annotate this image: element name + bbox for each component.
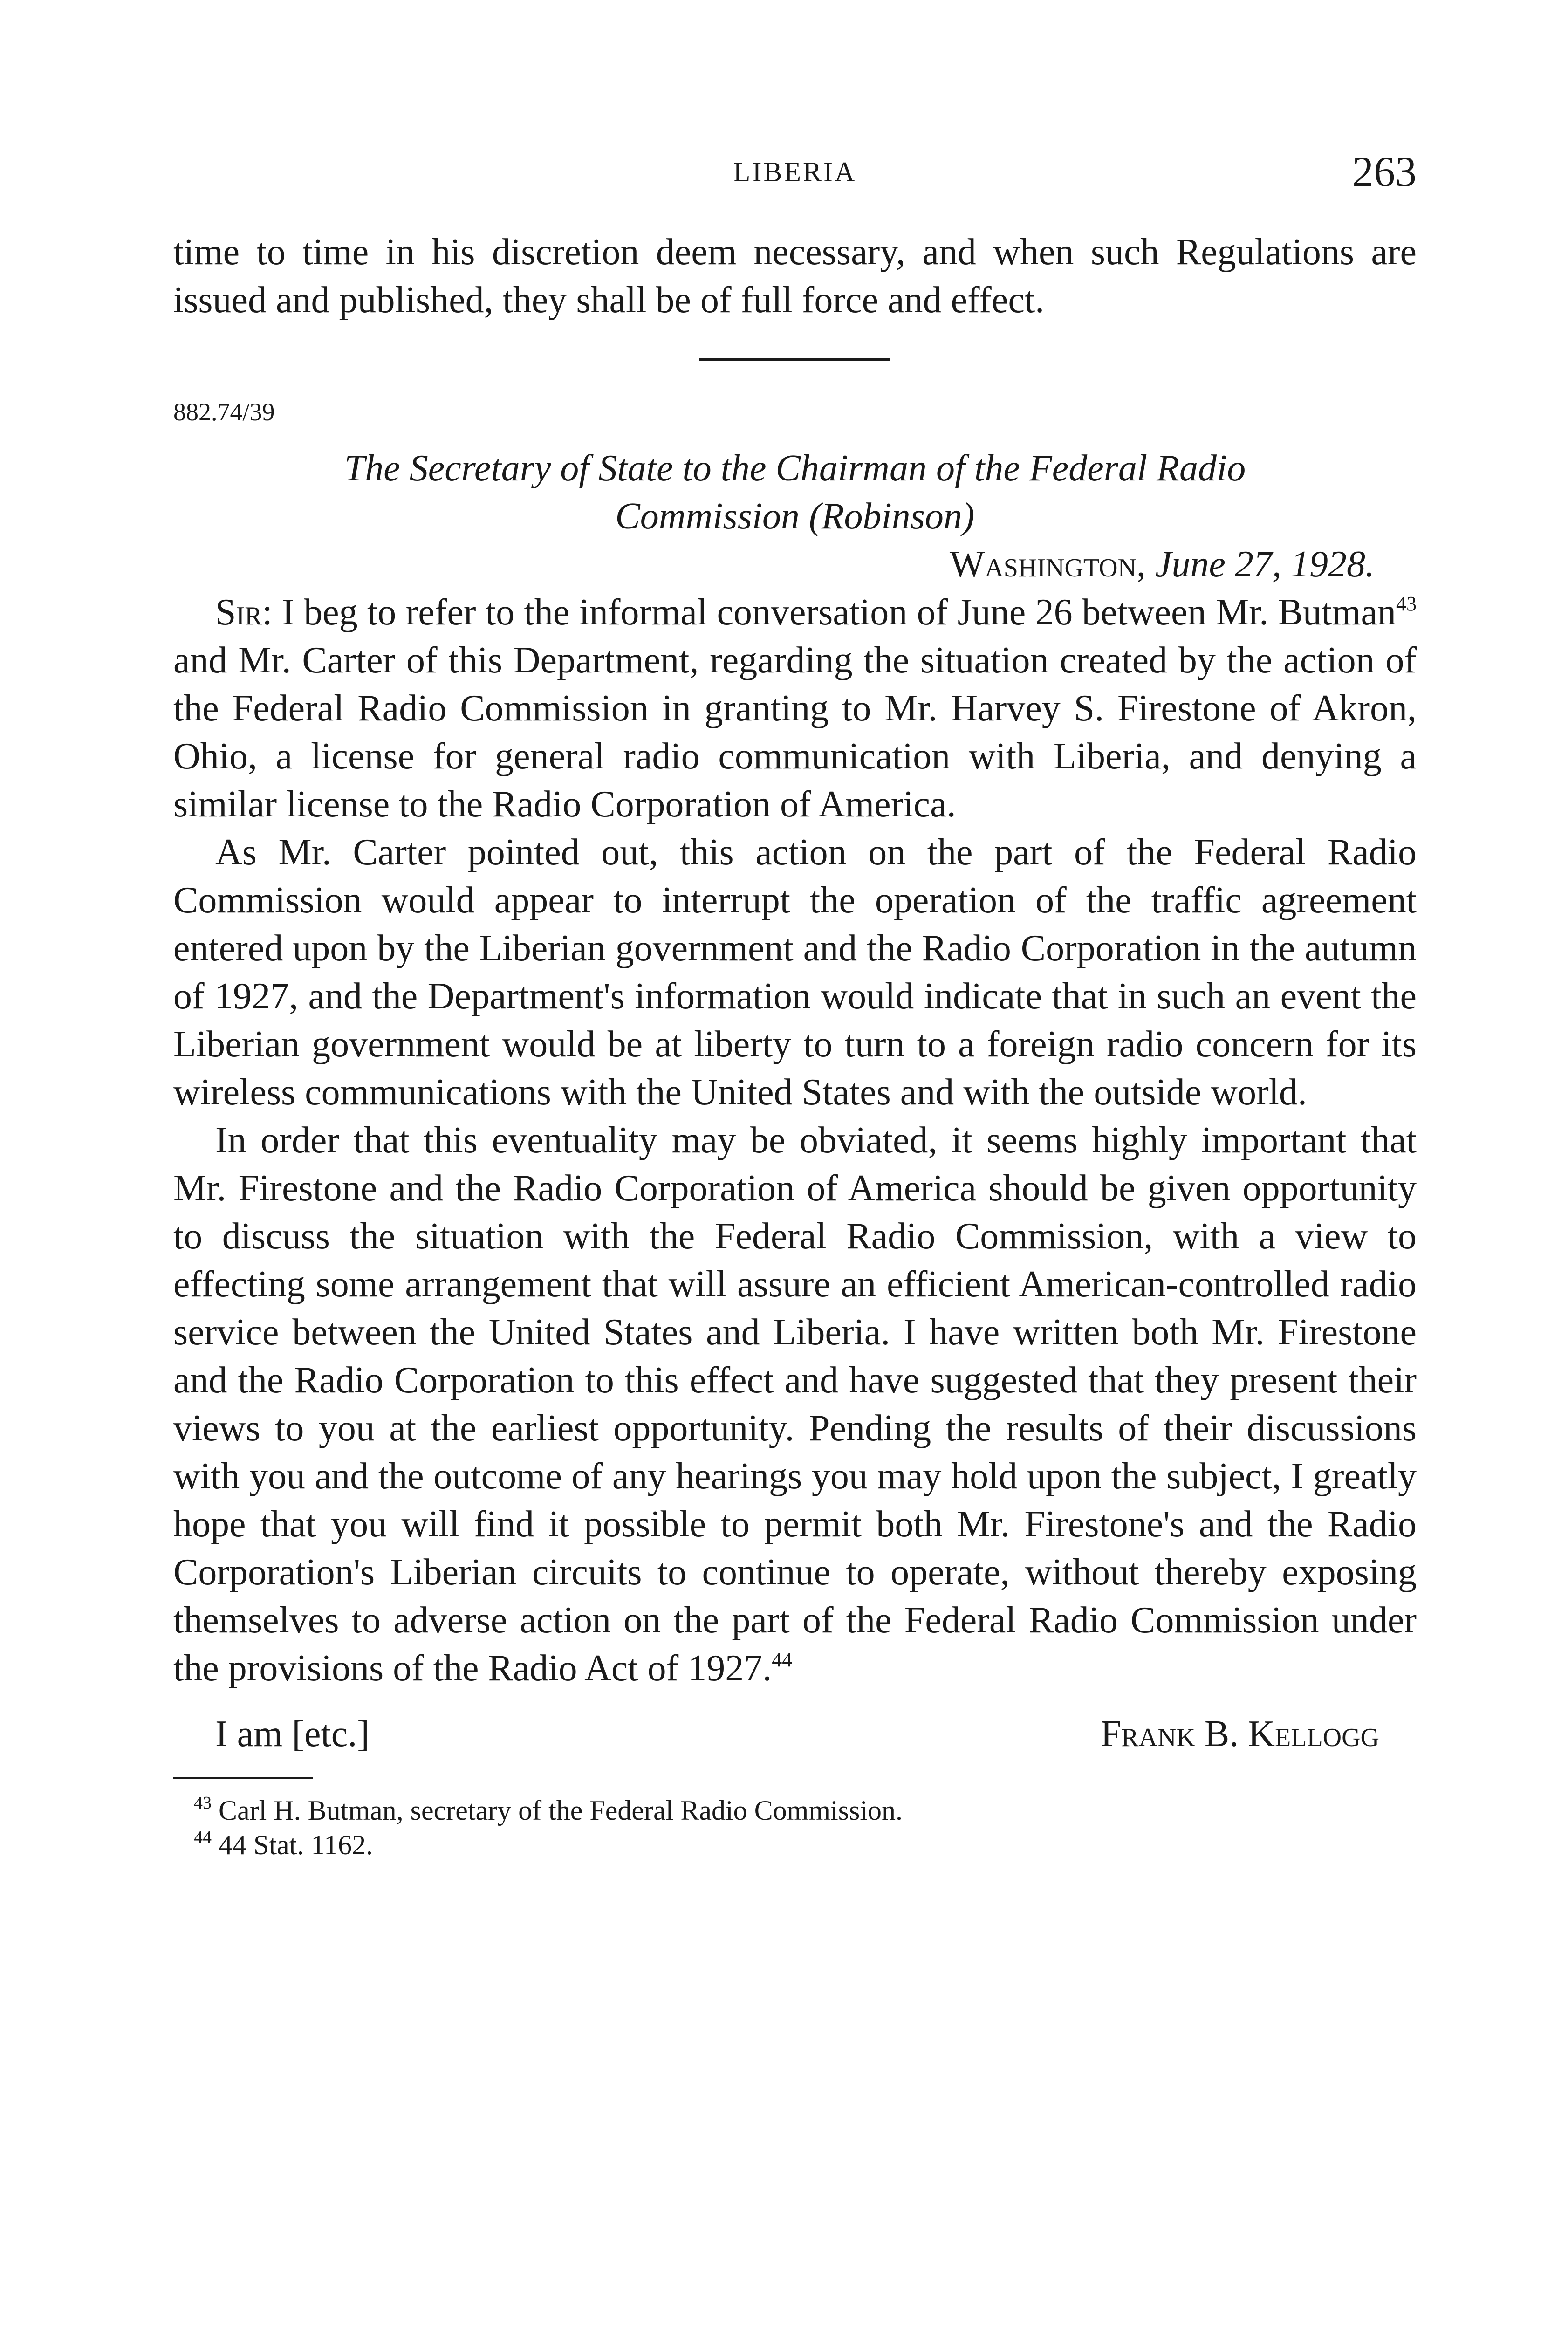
para1-text-b: and Mr. Carter of this Department, regarding the situation created by the action of the Federal Radio Commission in granting to Mr. Harvey S. Firestone of Akron, Ohio, a license for general radio communication with Liberia, and denying a similar license to the Radio Corporation of America.	[173, 640, 1417, 825]
footnotes	[173, 1793, 1417, 1862]
footnote-44	[194, 1828, 1417, 1862]
continuation-paragraph: time to time in his discretion deem necessary, and when such Regulations are issued and published, they shall be of full force and effect.	[173, 232, 1417, 321]
running-head	[173, 147, 1417, 198]
file-number: 882.74/39	[173, 398, 275, 426]
para1-text-a: I beg to refer to the informal conversation of June 26 between Mr. Butman	[282, 592, 1397, 633]
footnote-text: 44 Stat. 1162.	[219, 1830, 373, 1860]
letter-paragraph-1	[173, 589, 1417, 829]
para3-text: In order that this eventuality may be obviated, it seems highly important that Mr. Firestone and the Radio Corporation of America should be given opportunity to discuss the situation with the Federal Radio Commission, with a view to effecting some arrangement that will assure an efficient American-controlled radio service between the United States and Liberia. I have written both Mr. Firestone and the Radio Corporation to this effect and have suggested that they present their views to you at the earliest opportunity. Pending the results of their discussions with you and the outcome of any hearings you may hold upon the subject, I greatly hope that you will find it possible to permit both Mr. Firestone's and the Radio Corporation's Liberian circuits to continue to operate, without thereby exposing themselves to adverse action on the part of the Federal Radio Commission under the provisions of the Radio Act of 1927.	[173, 1120, 1417, 1689]
heading-line-2: Commission (Robinson)	[615, 496, 975, 537]
signature: Frank B. Kellogg	[1100, 1713, 1379, 1754]
dateline	[173, 541, 1417, 589]
dateline-city: Washington,	[949, 544, 1146, 585]
footnote-ref-44: 44	[772, 1648, 793, 1671]
heading-line-1: The Secretary of State to the Chairman of the Federal Radio	[344, 448, 1246, 489]
running-title: LIBERIA	[733, 157, 857, 187]
footnote-ref-43: 43	[1396, 592, 1417, 615]
footnote-text: Carl H. Butman, secretary of the Federal Radio Commission.	[219, 1795, 903, 1826]
letter-paragraph-3	[173, 1117, 1417, 1693]
closing: I am [etc.]	[215, 1713, 370, 1754]
closing-line	[173, 1710, 1417, 1758]
page-body	[173, 228, 1417, 1862]
section-divider	[699, 358, 890, 361]
salutation: Sir:	[215, 592, 273, 633]
letter-paragraph-2: As Mr. Carter pointed out, this action on the part of the Federal Radio Commission would appear to interrupt the operation of the traffic agreement entered upon by the Liberian government and the Radio Corporation in the autumn of 1927, and the Department's information would indicate that in such an event the Liberian government would be at liberty to turn to a foreign radio concern for its wireless communications with the United States and with the outside world.	[173, 832, 1417, 1113]
page-number: 263	[1352, 148, 1417, 195]
footnote-43	[194, 1793, 1417, 1828]
footnote-divider	[173, 1777, 313, 1779]
footnote-mark: 43	[194, 1793, 212, 1813]
footnote-mark: 44	[194, 1828, 212, 1847]
document-heading	[173, 445, 1417, 541]
dateline-date: June 27, 1928.	[1155, 544, 1375, 585]
